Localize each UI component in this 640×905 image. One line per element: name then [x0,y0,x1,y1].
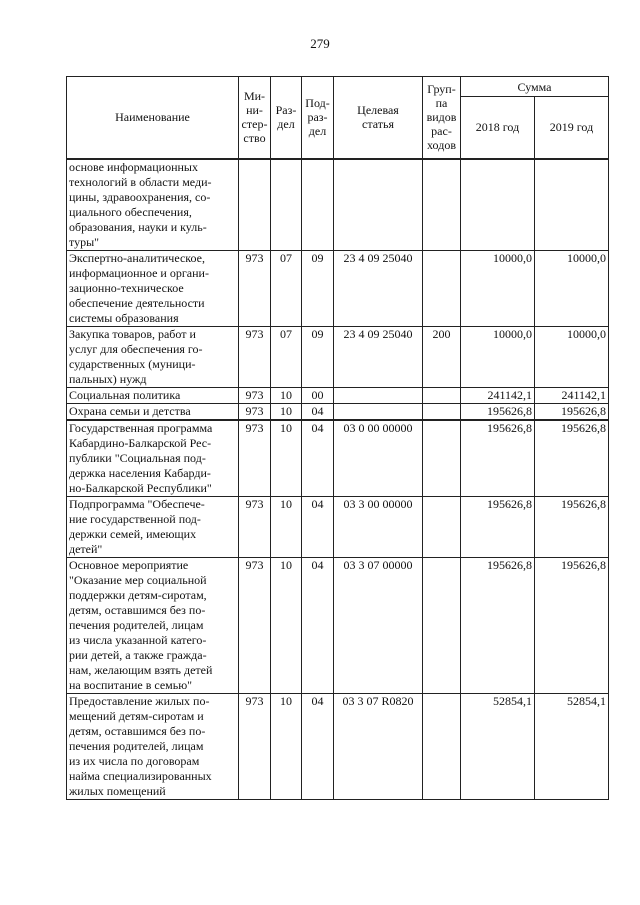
table-row [67,387,609,403]
row-section: 10 [271,557,302,693]
row-ministry: 973 [239,403,271,420]
table-row [67,159,609,251]
row-2019: 241142,1 [535,387,609,403]
row-subsection: 04 [302,403,334,420]
table-header [67,77,609,159]
row-section: 10 [271,420,302,497]
header-sum: Сумма [461,77,609,97]
row-name: Закупка товаров, работ и услуг для обеспечения го- сударственных (муници- пальных) нужд [67,326,239,387]
row-subsection [302,159,334,251]
row-2018: 195626,8 [461,496,535,557]
row-ministry [239,159,271,251]
table-row [67,693,609,799]
row-2018: 52854,1 [461,693,535,799]
row-2019: 10000,0 [535,326,609,387]
row-2018: 241142,1 [461,387,535,403]
header-ministry: Ми- ни- стер- ство [239,77,271,159]
row-target: 03 0 00 00000 [334,420,423,497]
row-section: 10 [271,387,302,403]
row-section: 10 [271,496,302,557]
header-subsection: Под- раз- дел [302,77,334,159]
row-name: Экспертно-аналитическое, информационное и органи- зационно-техническое обеспечение деятельности системы образования [67,250,239,326]
row-2019: 195626,8 [535,496,609,557]
row-target [334,159,423,251]
row-target [334,403,423,420]
row-2018 [461,159,535,251]
header-section: Раз- дел [271,77,302,159]
row-name: Предоставление жилых по- мещений детям-сиротам и детям, оставшимся без по- печения родителей, лицам из их числа по договорам найма специализированных жилых помещений [67,693,239,799]
row-subsection: 04 [302,557,334,693]
table-row [67,403,609,420]
row-ministry: 973 [239,693,271,799]
row-ministry: 973 [239,387,271,403]
row-group [423,403,461,420]
row-ministry: 973 [239,250,271,326]
row-2018: 10000,0 [461,326,535,387]
row-group: 200 [423,326,461,387]
row-name: Социальная политика [67,387,239,403]
table-row [67,496,609,557]
row-ministry: 973 [239,326,271,387]
row-target: 03 3 00 00000 [334,496,423,557]
row-2018: 10000,0 [461,250,535,326]
row-section: 10 [271,403,302,420]
row-section: 07 [271,326,302,387]
row-target: 03 3 07 R0820 [334,693,423,799]
row-2018: 195626,8 [461,557,535,693]
row-2019: 10000,0 [535,250,609,326]
row-ministry: 973 [239,557,271,693]
row-target: 03 3 07 00000 [334,557,423,693]
row-subsection: 04 [302,693,334,799]
row-group [423,557,461,693]
row-group [423,693,461,799]
row-name: основе информационных технологий в области меди- цины, здравоохранения, со- циального обеспечения, образования, науки и куль- туры" [67,159,239,251]
row-section: 07 [271,250,302,326]
row-subsection: 09 [302,250,334,326]
row-section [271,159,302,251]
page-number: 279 [310,36,330,51]
row-subsection: 00 [302,387,334,403]
row-group [423,159,461,251]
table-row [67,420,609,497]
row-ministry: 973 [239,496,271,557]
row-2018: 195626,8 [461,420,535,497]
table-row [67,326,609,387]
row-2019: 195626,8 [535,403,609,420]
row-group [423,420,461,497]
row-name: Подпрограмма "Обеспече- ние государственной под- держки семей, имеющих детей" [67,496,239,557]
header-2019: 2019 год [535,97,609,159]
row-group [423,387,461,403]
row-target [334,387,423,403]
row-2019: 195626,8 [535,557,609,693]
row-2019: 52854,1 [535,693,609,799]
header-name: Наименование [67,77,239,159]
header-expense-group: Груп- па видов рас- ходов [423,77,461,159]
row-ministry: 973 [239,420,271,497]
row-subsection: 09 [302,326,334,387]
row-section: 10 [271,693,302,799]
table-row [67,250,609,326]
row-group [423,250,461,326]
row-group [423,496,461,557]
row-name: Государственная программа Кабардино-Балкарской Рес- публики "Социальная под- держка населения Кабарди- но-Балкарской Республики" [67,420,239,497]
row-subsection: 04 [302,496,334,557]
row-2018: 195626,8 [461,403,535,420]
table-row [67,557,609,693]
row-target: 23 4 09 25040 [334,326,423,387]
row-subsection: 04 [302,420,334,497]
header-2018: 2018 год [461,97,535,159]
row-name: Охрана семьи и детства [67,403,239,420]
row-name: Основное мероприятие "Оказание мер социальной поддержки детям-сиротам, детям, оставшимся без по- печения родителей, лицам из числа указанной катего- рии детей, а также гражда- нам, желающим взять детей на воспитание в семью" [67,557,239,693]
row-2019: 195626,8 [535,420,609,497]
row-2019 [535,159,609,251]
row-target: 23 4 09 25040 [334,250,423,326]
header-target: Целевая статья [334,77,423,159]
table-body [67,159,609,800]
budget-table [66,76,609,800]
